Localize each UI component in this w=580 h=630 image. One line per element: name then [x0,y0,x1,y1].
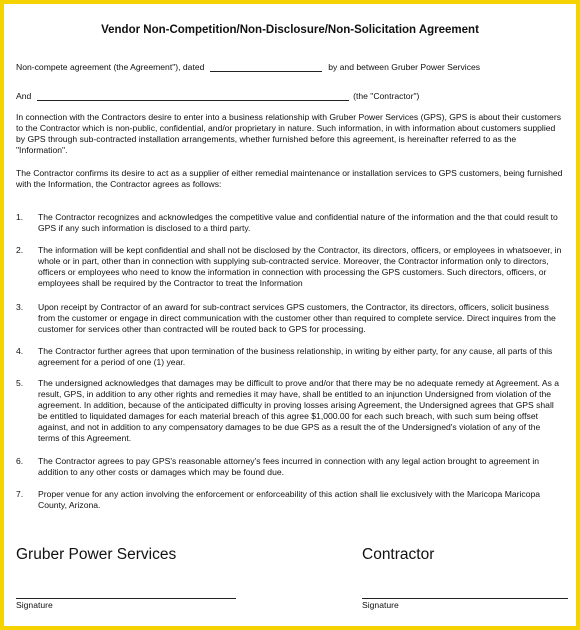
clause-number: 4. [16,346,24,356]
clause-text: Proper venue for any action involving the enforcement or enforceability of this action shall lie exclusively with the Maricopa Maricopa County, Arizona. [38,489,541,510]
contractor-name-line [16,91,568,101]
clause-4 [16,346,564,368]
signature-label-right: Signature [362,600,399,610]
intro-paragraph: In connection with the Contractors desire to enter into a business relationship with Gruber Power Services (GPS), GPS is about their customers to the Contractor which is non-public, confidential, and/or proprietary in nature. Such information, in with information about customers supplied by GPS through sub-contracted installation arrangements, whether furnished before this agreement, is hereinafter referred to as the "Information". [16,112,561,155]
clause-1 [16,212,564,234]
clause-number: 3. [16,302,24,312]
document-page [4,4,576,626]
clause-text: The information will be kept confidential and shall not be disclosed by the Contractor, its directors, officers, or employees in whatsoever, in whole or in part, other than in connection with supplying sub-contracted service. Moreover, the Contractor information only to directors, officers or employees who need to know the information in connection with processing the GPS customers. Such directors, officers, or employees shall be required by the Contractor to treat the Information [38,245,562,288]
agreement-date-line [16,62,568,72]
clause-number: 5. [16,378,24,388]
clause-number: 2. [16,245,24,255]
date-blank-field[interactable] [210,62,322,72]
document-title: Vendor Non-Competition/Non-Disclosure/Non-Solicitation Agreement [101,24,479,36]
clause-text: The Contractor agrees to pay GPS's reasonable attorney's fees incurred in connection with any legal action brought to agreement in addition to any other costs or damages which may be found due. [38,456,540,477]
clause-number: 7. [16,489,24,499]
clause-number: 6. [16,456,24,466]
clause-6 [16,456,564,478]
second-paragraph: The Contractor confirms its desire to act as a supplier of either remedial maintenance or installation services to GPS customers, being furnished with the Information, the Contractor agrees as follows: [16,168,563,189]
clause-text: The Contractor further agrees that upon termination of the business relationship, in writing by either party, for any cause, all parts of this agreement for a period of one (1) year. [38,346,553,367]
clause-5 [16,378,564,444]
signature-label-left: Signature [16,600,53,610]
clause-text: The Contractor recognizes and acknowledges the competitive value and confidential nature of the information and the that could result to GPS if any such information is disclosed to a third party. [38,212,558,233]
clause-text: The undersigned acknowledges that damages may be difficult to prove and/or that there may be no adequate remedy at Agreement. As a result, GPS, in addition to any other rights and remedies it may have, shall be entitled to an injunction Undersigned from violation of the agreement. In addition, because of the anticipated difficulty in proving losses arising Agreement, the Undersigned agrees that GPS shall be entitled to liquidated damages for each material breach of this agree $1,000.00 for each such breach, with such sum being offset against, and not in addition to any compensatory damages to be due GPS as a result the of the Undersigned's violation of any of the terms of this Agreement. [38,378,560,443]
clause-2 [16,245,564,289]
clause-7 [16,489,564,511]
signature-line-left[interactable] [16,598,236,599]
party-left-name: Gruber Power Services [16,546,177,563]
agreement-date-suffix: by and between Gruber Power Services [328,62,481,72]
clause-text: Upon receipt by Contractor of an award for sub-contract services GPS customers, the Contractor, its directors, officers, solicit business from the customer or engage in direct communication with the customer other than required to complete service. Direct inquires from the customer for services other than contracted will be routed back to GPS for processing. [38,302,556,334]
party-right-name: Contractor [362,546,435,563]
clause-3 [16,302,564,335]
contractor-line-suffix: (the "Contractor") [353,91,420,101]
agreement-date-prefix: Non-compete agreement (the Agreement"), dated [16,62,205,72]
signature-line-right[interactable] [362,598,568,599]
contractor-blank-field[interactable] [37,91,349,101]
clause-number: 1. [16,212,24,222]
contractor-line-prefix: And [16,91,32,101]
